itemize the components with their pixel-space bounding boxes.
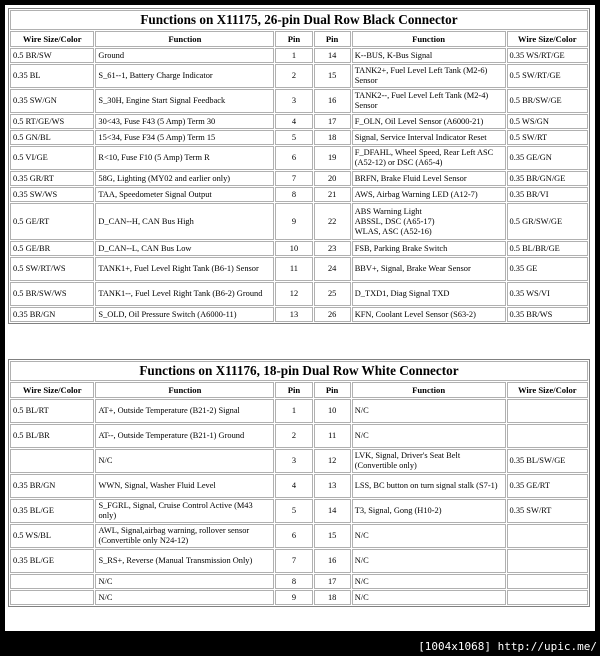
wire-left-cell: 0.35 SW/WS [10, 187, 94, 202]
pin-right-cell: 26 [314, 307, 351, 322]
header-wire-left: Wire Size/Color [10, 382, 94, 398]
pin-left-cell: 5 [275, 499, 312, 523]
function-right-cell: N/C [352, 549, 506, 573]
function-right-cell: T3, Signal, Gong (H10-2) [352, 499, 506, 523]
table-row [10, 171, 588, 186]
wire-right-cell [507, 424, 588, 448]
wire-left-cell: 0.5 BL/BR [10, 424, 94, 448]
wire-right-cell [507, 399, 588, 423]
function-left-cell: S_RS+, Reverse (Manual Transmission Only) [95, 549, 274, 573]
function-right-cell: D_TXD1, Diag Signal TXD [352, 282, 506, 306]
table-row [10, 203, 588, 240]
wire-right-cell: 0.5 GR/SW/GE [507, 203, 589, 240]
wire-left-cell: 0.35 GR/RT [10, 171, 94, 186]
wire-left-cell: 0.5 BR/SW [10, 48, 94, 63]
table-row [10, 307, 588, 322]
wire-right-cell: 0.35 SW/RT [507, 499, 588, 523]
pin-left-cell: 3 [275, 449, 312, 473]
pin-left-cell: 12 [275, 282, 312, 306]
table-row [10, 424, 588, 448]
page-frame [5, 5, 595, 631]
image-footer-caption: [1004x1068] http://upic.me/ [418, 640, 597, 653]
function-right-cell: LVK, Signal, Driver's Seat Belt (Convertible only) [352, 449, 506, 473]
pin-left-cell: 8 [275, 574, 312, 589]
wire-left-cell: 0.5 GN/BL [10, 130, 94, 145]
table-row [10, 257, 588, 281]
pin-left-cell: 9 [275, 590, 312, 605]
connector-x11176-table [8, 359, 590, 607]
function-right-cell: K--BUS, K-Bus Signal [352, 48, 506, 63]
table-row [10, 449, 588, 473]
function-left-cell: N/C [95, 449, 274, 473]
table-row [10, 524, 588, 548]
wire-left-cell: 0.5 RT/GE/WS [10, 114, 94, 129]
pin-right-cell: 19 [314, 146, 351, 170]
header-wire-right: Wire Size/Color [507, 382, 588, 398]
function-right-cell: AWS, Airbag Warning LED (A12-7) [352, 187, 506, 202]
function-right-cell: N/C [352, 399, 506, 423]
table-row [10, 146, 588, 170]
pin-right-cell: 18 [314, 590, 351, 605]
table-row [10, 114, 588, 129]
table-row [10, 399, 588, 423]
function-left-cell: TANK1+, Fuel Level Right Tank (B6-1) Sensor [95, 257, 274, 281]
pin-right-cell: 16 [314, 549, 351, 573]
pin-left-cell: 6 [275, 524, 312, 548]
pin-left-cell: 5 [275, 130, 312, 145]
function-right-cell: N/C [352, 574, 506, 589]
function-left-cell: AWL, Signal,airbag warning, rollover sensor (Convertible only N24-12) [95, 524, 274, 548]
wire-right-cell: 0.35 WS/RT/GE [507, 48, 589, 63]
pin-right-cell: 20 [314, 171, 351, 186]
wire-right-cell: 0.35 BR/WS [507, 307, 589, 322]
pin-right-cell: 11 [314, 424, 351, 448]
pin-right-cell: 13 [314, 474, 351, 498]
pin-left-cell: 1 [275, 399, 312, 423]
header-wire-left: Wire Size/Color [10, 31, 94, 47]
pin-left-cell: 4 [275, 114, 312, 129]
table-row [10, 48, 588, 63]
wire-left-cell: 0.5 GE/BR [10, 241, 94, 256]
table-row [10, 474, 588, 498]
function-left-cell: 30<43, Fuse F43 (5 Amp) Term 30 [95, 114, 274, 129]
function-right-cell: Signal, Service Interval Indicator Reset [352, 130, 506, 145]
pin-left-cell: 11 [275, 257, 312, 281]
header-pin-right: Pin [314, 31, 351, 47]
function-left-cell: AT+, Outside Temperature (B21-2) Signal [95, 399, 274, 423]
wire-right-cell: 0.5 SW/RT/GE [507, 64, 589, 88]
wire-left-cell [10, 574, 94, 589]
wire-right-cell: 0.35 GE/GN [507, 146, 589, 170]
pin-right-cell: 22 [314, 203, 351, 240]
function-right-cell: BBV+, Signal, Brake Wear Sensor [352, 257, 506, 281]
wire-left-cell: 0.5 GE/RT [10, 203, 94, 240]
table-row [10, 241, 588, 256]
wire-right-cell [507, 590, 588, 605]
header-function-right: Function [352, 382, 506, 398]
table-row [10, 187, 588, 202]
wire-right-cell: 0.35 BR/GN/GE [507, 171, 589, 186]
function-right-cell: TANK2+, Fuel Level Left Tank (M2-6) Sensor [352, 64, 506, 88]
function-right-cell: ABS Warning Light ABSSL, DSC (A65-17) WLAS, ASC (A52-16) [352, 203, 506, 240]
table-title: Functions on X11175, 26-pin Dual Row Black Connector [10, 10, 588, 30]
pin-left-cell: 13 [275, 307, 312, 322]
function-left-cell: AT--, Outside Temperature (B21-1) Ground [95, 424, 274, 448]
pin-left-cell: 8 [275, 187, 312, 202]
wire-right-cell: 0.35 GE [507, 257, 589, 281]
header-pin-left: Pin [275, 31, 312, 47]
connector-x11175-table [8, 8, 590, 324]
function-right-cell: LSS, BC button on turn signal stalk (S7-1) [352, 474, 506, 498]
table-row [10, 549, 588, 573]
pin-right-cell: 14 [314, 48, 351, 63]
wire-right-cell: 0.35 GE/RT [507, 474, 588, 498]
pin-right-cell: 18 [314, 130, 351, 145]
wire-right-cell [507, 574, 588, 589]
function-right-cell: N/C [352, 424, 506, 448]
pin-right-cell: 21 [314, 187, 351, 202]
wire-right-cell: 0.35 BL/SW/GE [507, 449, 588, 473]
wire-left-cell: 0.5 VI/GE [10, 146, 94, 170]
function-left-cell: Ground [95, 48, 274, 63]
function-right-cell: N/C [352, 590, 506, 605]
wire-left-cell: 0.35 BL/GE [10, 499, 94, 523]
function-left-cell: N/C [95, 574, 274, 589]
function-right-cell: F_OLN, Oil Level Sensor (A6000-21) [352, 114, 506, 129]
table-row [10, 282, 588, 306]
function-left-cell: D_CAN--L, CAN Bus Low [95, 241, 274, 256]
function-right-cell: BRFN, Brake Fluid Level Sensor [352, 171, 506, 186]
function-left-cell: S_61--1, Battery Charge Indicator [95, 64, 274, 88]
wire-left-cell: 0.35 SW/GN [10, 89, 94, 113]
pin-right-cell: 16 [314, 89, 351, 113]
table-row [10, 64, 588, 88]
pin-left-cell: 2 [275, 424, 312, 448]
function-left-cell: 58G, Lighting (MY02 and earlier only) [95, 171, 274, 186]
pin-left-cell: 10 [275, 241, 312, 256]
function-right-cell: TANK2--, Fuel Level Left Tank (M2-4) Sensor [352, 89, 506, 113]
wire-right-cell [507, 524, 588, 548]
pin-right-cell: 15 [314, 64, 351, 88]
function-left-cell: S_30H, Engine Start Signal Feedback [95, 89, 274, 113]
wire-left-cell: 0.35 BL/GE [10, 549, 94, 573]
function-left-cell: D_CAN--H, CAN Bus High [95, 203, 274, 240]
wire-right-cell: 0.5 BL/BR/GE [507, 241, 589, 256]
function-right-cell: N/C [352, 524, 506, 548]
function-right-cell: F_DFAHL, Wheel Speed, Rear Left ASC (A52-12) or DSC (A65-4) [352, 146, 506, 170]
wire-left-cell: 0.35 BR/GN [10, 474, 94, 498]
wire-left-cell: 0.35 BR/GN [10, 307, 94, 322]
pin-right-cell: 24 [314, 257, 351, 281]
pin-right-cell: 15 [314, 524, 351, 548]
wire-right-cell: 0.35 BR/VI [507, 187, 589, 202]
function-left-cell: WWN, Signal, Washer Fluid Level [95, 474, 274, 498]
pin-left-cell: 2 [275, 64, 312, 88]
pin-left-cell: 9 [275, 203, 312, 240]
wire-right-cell: 0.35 WS/VI [507, 282, 589, 306]
wire-left-cell: 0.5 BR/SW/WS [10, 282, 94, 306]
function-right-cell: FSB, Parking Brake Switch [352, 241, 506, 256]
wire-right-cell: 0.5 BR/SW/GE [507, 89, 589, 113]
header-pin-right: Pin [314, 382, 351, 398]
pin-left-cell: 4 [275, 474, 312, 498]
pin-right-cell: 17 [314, 574, 351, 589]
table-row [10, 574, 588, 589]
header-function-left: Function [95, 31, 274, 47]
pin-left-cell: 7 [275, 171, 312, 186]
table-row [10, 590, 588, 605]
function-left-cell: R<10, Fuse F10 (5 Amp) Term R [95, 146, 274, 170]
wire-right-cell: 0.5 SW/RT [507, 130, 589, 145]
pin-left-cell: 6 [275, 146, 312, 170]
function-right-cell: KFN, Coolant Level Sensor (S63-2) [352, 307, 506, 322]
function-left-cell: S_OLD, Oil Pressure Switch (A6000-11) [95, 307, 274, 322]
pin-right-cell: 14 [314, 499, 351, 523]
wire-left-cell: 0.5 BL/RT [10, 399, 94, 423]
table-title: Functions on X11176, 18-pin Dual Row White Connector [10, 361, 588, 381]
function-left-cell: 15<34, Fuse F34 (5 Amp) Term 15 [95, 130, 274, 145]
wire-right-cell [507, 549, 588, 573]
header-wire-right: Wire Size/Color [507, 31, 589, 47]
function-left-cell: TANK1--, Fuel Level Right Tank (B6-2) Ground [95, 282, 274, 306]
wire-left-cell [10, 590, 94, 605]
pin-right-cell: 12 [314, 449, 351, 473]
pin-left-cell: 3 [275, 89, 312, 113]
header-pin-left: Pin [275, 382, 312, 398]
pin-right-cell: 23 [314, 241, 351, 256]
pin-left-cell: 7 [275, 549, 312, 573]
wire-left-cell [10, 449, 94, 473]
wire-left-cell: 0.5 SW/RT/WS [10, 257, 94, 281]
function-left-cell: TAA, Speedometer Signal Output [95, 187, 274, 202]
pin-right-cell: 25 [314, 282, 351, 306]
pin-left-cell: 1 [275, 48, 312, 63]
pin-right-cell: 17 [314, 114, 351, 129]
table-row [10, 89, 588, 113]
header-function-right: Function [352, 31, 506, 47]
wire-left-cell: 0.35 BL [10, 64, 94, 88]
function-left-cell: S_FGRL, Signal, Cruise Control Active (M43 only) [95, 499, 274, 523]
table-row [10, 130, 588, 145]
wire-right-cell: 0.5 WS/GN [507, 114, 589, 129]
function-left-cell: N/C [95, 590, 274, 605]
pin-right-cell: 10 [314, 399, 351, 423]
header-function-left: Function [95, 382, 274, 398]
table-row [10, 499, 588, 523]
wire-left-cell: 0.5 WS/BL [10, 524, 94, 548]
